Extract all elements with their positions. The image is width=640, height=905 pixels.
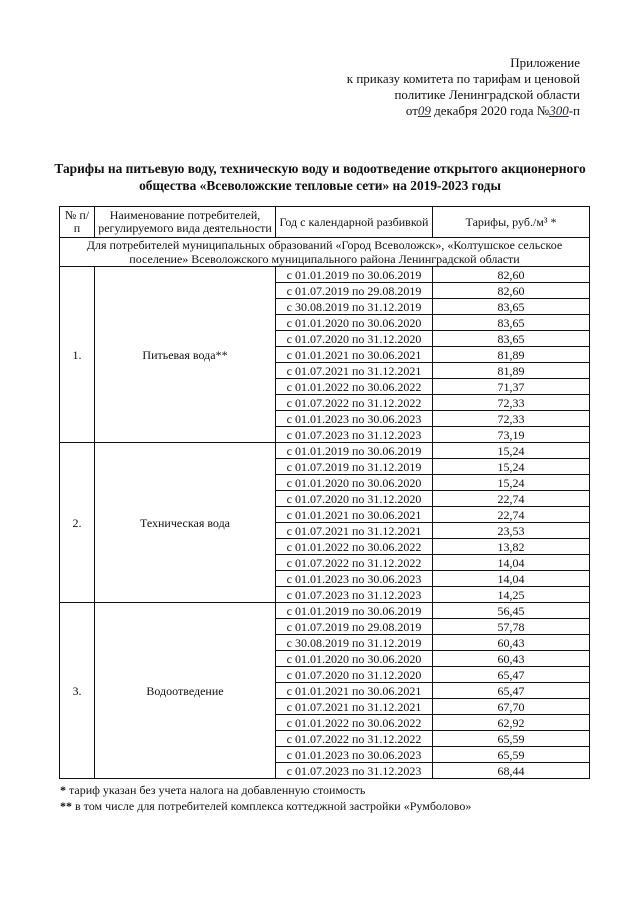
tariff-cell: 83,65 [433,299,590,315]
table-row [60,603,590,619]
period-cell: с 01.07.2020 по 31.12.2020 [276,667,433,683]
tariff-cell: 60,43 [433,651,590,667]
date-prefix: от [405,103,418,118]
period-cell: с 30.08.2019 по 31.12.2019 [276,635,433,651]
tariff-cell: 23,53 [433,523,590,539]
tariff-cell: 81,89 [433,363,590,379]
period-cell: с 01.07.2020 по 31.12.2020 [276,331,433,347]
handwritten-order-number: 300 [549,103,569,118]
period-cell: с 01.07.2019 по 29.08.2019 [276,283,433,299]
section-number: 1. [60,267,95,443]
tariff-cell: 14,04 [433,555,590,571]
table-header-row [60,207,590,238]
tariff-cell: 72,33 [433,411,590,427]
tariff-cell: 71,37 [433,379,590,395]
period-cell: с 01.07.2019 по 31.12.2019 [276,459,433,475]
footnote-2-text: в том числе для потребителей комплекса коттеджной застройки «Румболово» [75,799,472,813]
period-cell: с 01.07.2022 по 31.12.2022 [276,731,433,747]
period-cell: с 01.01.2021 по 30.06.2021 [276,683,433,699]
period-cell: с 01.07.2022 по 31.12.2022 [276,395,433,411]
tariff-cell: 57,78 [433,619,590,635]
tariff-cell: 13,82 [433,539,590,555]
section-name: Водоотведение [95,603,276,779]
section-name: Питьевая вода** [95,267,276,443]
handwritten-day: 09 [417,103,431,118]
footnote-1 [60,782,580,798]
period-cell: с 01.07.2021 по 31.12.2021 [276,699,433,715]
period-cell: с 01.01.2019 по 30.06.2019 [276,443,433,459]
tariff-cell: 83,65 [433,331,590,347]
period-cell: с 01.07.2021 по 31.12.2021 [276,363,433,379]
period-cell: с 01.01.2023 по 30.06.2023 [276,571,433,587]
section-number: 2. [60,443,95,603]
tariff-cell: 22,74 [433,507,590,523]
tariff-cell: 82,60 [433,283,590,299]
tariff-cell: 65,59 [433,747,590,763]
tariff-cell: 83,65 [433,315,590,331]
appendix-label: Приложение [510,55,580,70]
period-cell: с 01.01.2020 по 30.06.2020 [276,651,433,667]
table-row [60,267,590,283]
period-cell: с 01.01.2023 по 30.06.2023 [276,411,433,427]
header-name: Наименование потребителей, регулируемого вида деятельности [95,207,276,238]
appendix-header [330,55,580,119]
tariff-cell: 14,04 [433,571,590,587]
period-cell: с 01.01.2019 по 30.06.2019 [276,603,433,619]
tariff-cell: 73,19 [433,427,590,443]
group-caption-row [60,238,590,267]
header-period: Год с календарной разбивкой [276,207,433,238]
period-cell: с 01.01.2022 по 30.06.2022 [276,539,433,555]
period-cell: с 01.01.2019 по 30.06.2019 [276,267,433,283]
tariff-cell: 82,60 [433,267,590,283]
header-tariff: Тарифы, руб./м³ * [433,207,590,238]
title-line-2: общества «Всеволожские тепловые сети» на 2019-2023 годы [139,178,501,193]
period-cell: с 30.08.2019 по 31.12.2019 [276,299,433,315]
period-cell: с 01.07.2023 по 31.12.2023 [276,763,433,779]
section-name: Техническая вода [95,443,276,603]
tariff-cell: 68,44 [433,763,590,779]
period-cell: с 01.07.2019 по 29.08.2019 [276,619,433,635]
appendix-committee: политике Ленинградской области [394,87,580,102]
tariff-cell: 14,25 [433,587,590,603]
tariff-table [59,206,590,779]
footnotes [60,782,580,814]
tariff-cell: 15,24 [433,475,590,491]
period-cell: с 01.01.2022 по 30.06.2022 [276,715,433,731]
tariff-cell: 22,74 [433,491,590,507]
period-cell: с 01.01.2023 по 30.06.2023 [276,747,433,763]
period-cell: с 01.01.2020 по 30.06.2020 [276,475,433,491]
tariff-cell: 60,43 [433,635,590,651]
appendix-date-line [330,103,580,119]
footnote-2 [60,798,580,814]
period-cell: с 01.07.2023 по 31.12.2023 [276,587,433,603]
tariff-cell: 81,89 [433,347,590,363]
tariff-cell: 72,33 [433,395,590,411]
tariff-cell: 62,92 [433,715,590,731]
period-cell: с 01.01.2021 по 30.06.2021 [276,507,433,523]
document-title [40,160,600,194]
table-row [60,443,590,459]
footnote-1-text: тариф указан без учета налога на добавленную стоимость [69,783,366,797]
header-num: № п/п [60,207,95,238]
title-line-1: Тарифы на питьевую воду, техническую воду и водоотведение открытого акционерного [54,161,586,176]
group-caption: Для потребителей муниципальных образований «Город Всеволожск», «Колтушское сельское поселение» Всеволожского муниципального района Ленинградской области [60,238,590,267]
order-suffix: -п [568,103,580,118]
period-cell: с 01.07.2022 по 31.12.2022 [276,555,433,571]
tariff-cell: 65,59 [433,731,590,747]
period-cell: с 01.07.2023 по 31.12.2023 [276,427,433,443]
tariff-cell: 15,24 [433,443,590,459]
tariff-cell: 15,24 [433,459,590,475]
appendix-order-ref: к приказу комитета по тарифам и ценовой [346,71,580,86]
period-cell: с 01.01.2022 по 30.06.2022 [276,379,433,395]
tariff-cell: 65,47 [433,683,590,699]
period-cell: с 01.07.2021 по 31.12.2021 [276,523,433,539]
period-cell: с 01.01.2021 по 30.06.2021 [276,347,433,363]
period-cell: с 01.07.2020 по 31.12.2020 [276,491,433,507]
tariff-cell: 67,70 [433,699,590,715]
footnote-1-mark: * [60,783,66,797]
footnote-2-mark: ** [60,799,72,813]
period-cell: с 01.01.2020 по 30.06.2020 [276,315,433,331]
tariff-cell: 56,45 [433,603,590,619]
tariff-cell: 65,47 [433,667,590,683]
section-number: 3. [60,603,95,779]
date-middle: декабря 2020 года № [434,103,550,118]
